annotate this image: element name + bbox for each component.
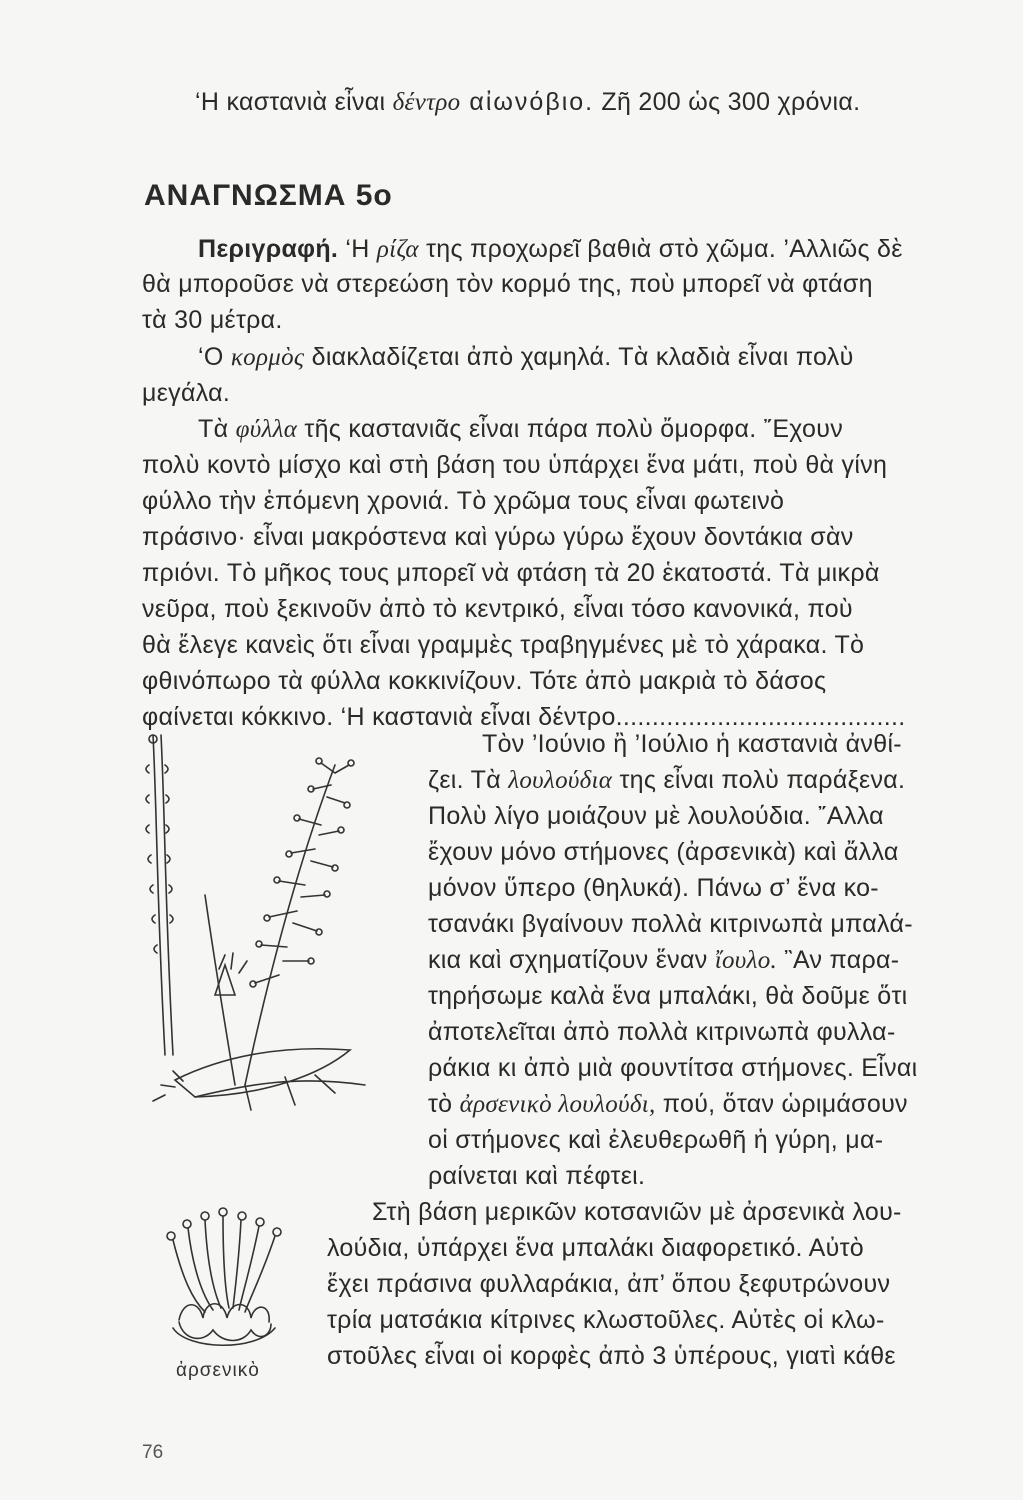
paragraph-line: θὰ μποροῦσε νὰ στερεώση τὸν κορμό της, ποὺ μπορεῖ νὰ φτάση xyxy=(142,270,873,298)
page-number: 76 xyxy=(142,1442,164,1463)
paragraph-line: ἔχει πράσινα φυλλαράκια, ἀπ’ ὅπου ξεφυτρώνουν xyxy=(327,1270,891,1298)
paragraph-line: τὰ 30 μέτρα. xyxy=(142,306,283,334)
paragraph-line: ἀποτελεῖται ἀπὸ πολλὰ κιτρινωπὰ φυλλα- xyxy=(428,1018,896,1046)
paragraph-line: λούδια, ὑπάρχει ἕνα μπαλάκι διαφορετικό. Αὐτὸ xyxy=(327,1234,864,1262)
paragraph-line: φαίνεται κόκκινο. ‘Η καστανιὰ εἶναι δέντρο........................................ xyxy=(142,703,906,731)
illustration-caption: ἀρσενικὸ xyxy=(176,1360,260,1381)
paragraph-line: πριόνι. Τὸ μῆκος τους μπορεῖ νὰ φτάση τὰ 20 ἑκατοστά. Τὰ μικρὰ xyxy=(142,559,880,587)
paragraph-line: ἔχουν μόνο στήμονες (ἀρσενικὰ) καὶ ἄλλα xyxy=(428,838,899,866)
chestnut-catkin-icon xyxy=(135,725,420,1170)
paragraph-line: οἱ στήμονες καὶ ἐλευθερωθῆ ἡ γύρη, μα- xyxy=(428,1126,884,1154)
paragraph-line: τρία ματσάκια κίτρινες κλωστοῦλες. Αὐτὲς οἱ κλω- xyxy=(327,1306,885,1334)
paragraph-line: Περιγραφή. ‘Η ρίζα της προχωρεῖ βαθιὰ στὸ χῶμα. ’Αλλιῶς δὲ xyxy=(198,235,903,263)
paragraph-line: φθινόπωρο τὰ φύλλα κοκκινίζουν. Τότε ἀπὸ μακριὰ τὸ δάσος xyxy=(142,667,827,695)
paragraph-line: ραίνεται καὶ πέφτει. xyxy=(428,1162,646,1190)
paragraph-line: θὰ ἔλεγε κανεὶς ὅτι εἶναι γραμμὲς τραβηγμένες μὲ τὸ χάρακα. Τὸ xyxy=(142,631,865,659)
description-label: Περιγραφή. xyxy=(198,235,339,263)
intro-line: ‘Η καστανιὰ εἶναι δέντρο αἰωνόβιο. Ζῆ 200 ὡς 300 χρόνια. xyxy=(195,88,861,116)
paragraph-line: μεγάλα. xyxy=(142,379,231,407)
paragraph-line: στοῦλες εἶναι οἱ κορφὲς ἀπὸ 3 ὑπέρους, γιατὶ κάθε xyxy=(327,1342,896,1370)
paragraph-line: ράκια κι ἀπὸ μιὰ φουντίτσα στήμονες. Εἶναι xyxy=(428,1054,918,1082)
paragraph-line: πράσινο· εἶναι μακρόστενα καὶ γύρω γύρω ἔχουν δοντάκια σὰν xyxy=(142,523,854,551)
male-flower-icon xyxy=(143,1200,303,1355)
paragraph-line: τὸ ἀρσενικὸ λουλούδι, πού, ὅταν ὡριμάσουν xyxy=(428,1090,908,1118)
paragraph-line: ‘Ο κορμὸς διακλαδίζεται ἀπὸ χαμηλά. Τὰ κλαδιὰ εἶναι πολὺ xyxy=(198,343,854,371)
paragraph-line: Τὸν ’Ιούνιο ἢ ’Ιούλιο ἡ καστανιὰ ἀνθί- xyxy=(482,730,902,758)
paragraph-line: Τὰ φύλλα τῆς καστανιᾶς εἶναι πάρα πολὺ ὄμορφα. ῎Εχουν xyxy=(198,415,844,443)
paragraph-line: Στὴ βάση μερικῶν κοτσανιῶν μὲ ἀρσενικὰ λου- xyxy=(372,1198,902,1226)
section-heading: ΑΝΑΓΝΩΣΜΑ 5ο xyxy=(144,179,393,212)
paragraph-line: νεῦρα, ποὺ ξεκινοῦν ἀπὸ τὸ κεντρικό, εἶναι τόσο κανονικά, ποὺ xyxy=(142,595,853,623)
paragraph-line: τσανάκι βγαίνουν πολλὰ κιτρινωπὰ μπαλά- xyxy=(428,910,913,938)
paragraph-line: μόνον ὕπερο (θηλυκά). Πάνω σ’ ἕνα κο- xyxy=(428,874,879,902)
paragraph-line: πολὺ κοντὸ μίσχο καὶ στὴ βάση του ὑπάρχει ἕνα μάτι, ποὺ θὰ γίνη xyxy=(142,451,888,479)
paragraph-line: τηρήσωμε καλὰ ἕνα μπαλάκι, θὰ δοῦμε ὅτι xyxy=(428,982,908,1010)
paragraph-line: Πολὺ λίγο μοιάζουν μὲ λουλούδια. ῎Αλλα xyxy=(428,802,884,830)
paragraph-line: ζει. Τὰ λουλούδια της εἶναι πολὺ παράξενα. xyxy=(428,766,906,794)
paragraph-line: φύλλο τὴν ἑπόμενη χρονιά. Τὸ χρῶμα τους εἶναι φωτεινὸ xyxy=(142,487,785,515)
paragraph-line: κια καὶ σχηματίζουν ἕναν ἴουλο. ῍Αν παρα- xyxy=(428,946,900,974)
